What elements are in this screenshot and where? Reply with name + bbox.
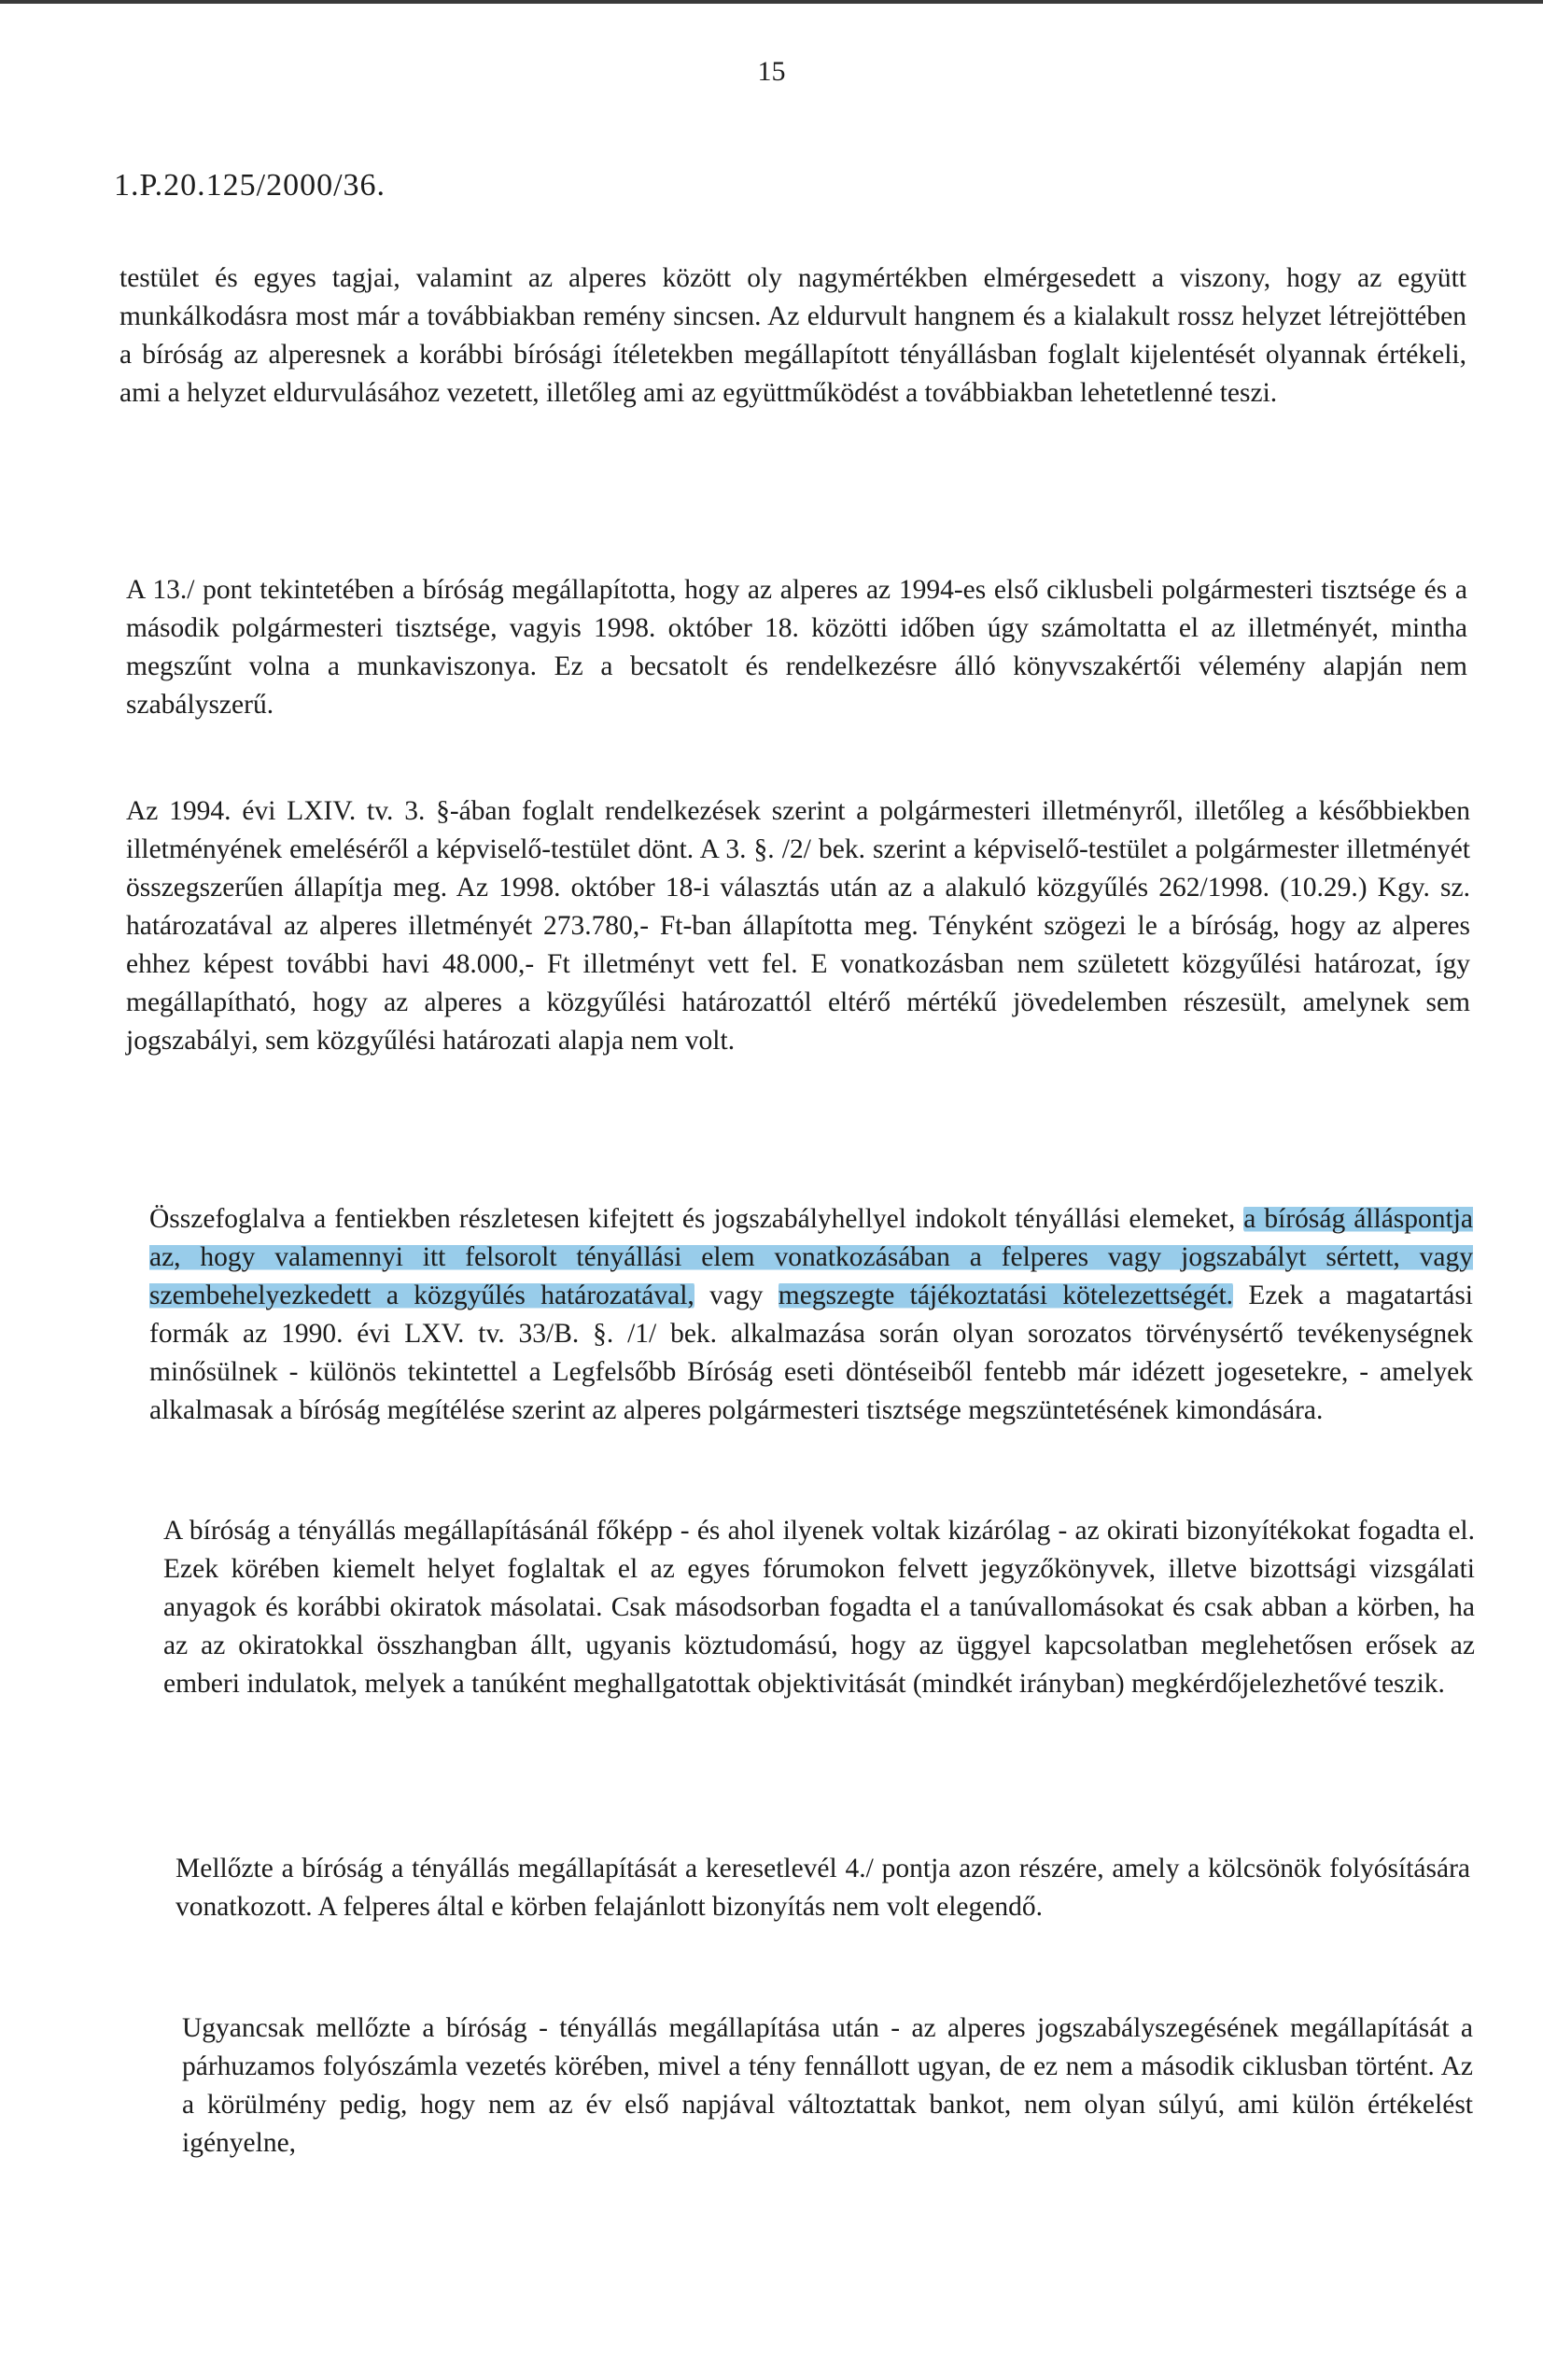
page-number: 15 xyxy=(757,56,786,87)
paragraph-7: Ugyancsak mellőzte a bíróság - tényállás megállapítása után - az alperes jogszabályszegésének megállapítását a párhuzamos folyószámla vezetés körében, mivel a tény fennállott ugyan, de ez nem a második ciklusban történt. Az a körülmény pedig, hogy nem az év első napjával változtattak bankot, nem olyan súlyú, ami külön értékelést igényelne, xyxy=(182,2013,1473,2158)
paragraph-4-text-b: vagy xyxy=(694,1281,779,1310)
paragraph-3: Az 1994. évi LXIV. tv. 3. §-ában foglalt rendelkezések szerint a polgármesteri illetményről, illetőleg a későbbiekben illetményének emeléséről a képviselő-testület dönt. A 3. §. /2/ bek. szerint a képviselő-testület a polgármester illetményét összegszerűen állapítja meg. Az 1998. október 18-i választás után az a alakuló közgyűlés 262/1998. (10.29.) Kgy. sz. határozatával az alperes illetményét 273.780,- Ft-ban állapította meg. Tényként szögezi le a bíróság, hogy az alperes ehhez képest további havi 48.000,- Ft illetményt vett fel. E vonatkozásban nem született közgyűlési határozat, így megállapítható, hogy az alperes a közgyűlési határozattól eltérő mértékű jövedelemben részesült, amelynek sem jogszabályi, sem közgyűlési határozati alapja nem volt. xyxy=(126,796,1470,1056)
highlight-mark-2: megszegte tájékoztatási kötelezettségét. xyxy=(778,1281,1234,1310)
case-number: 1.P.20.125/2000/36. xyxy=(114,168,386,203)
paragraph-5: A bíróság a tényállás megállapításánál főképp - és ahol ilyenek voltak kizárólag - az okirati bizonyítékokat fogadta el. Ezek körében kiemelt helyet foglaltak el az egyes fórumokon felvett jegyzőkönyvek, illetve bizottsági vizsgálati anyagok és korábbi okiratok másolatai. Csak másodsorban fogadta el a tanúvallomásokat és csak abban a körben, ha az az okiratokkal összhangban állt, ugyanis köztudomású, hogy az üggyel kapcsolatban meglehetősen erősek az emberi indulatok, melyek a tanúként meghallgatottak objektivitását (mindkét irányban) megkérdőjelezhetővé teszik. xyxy=(163,1516,1475,1699)
paragraph-4-text-a: Összefoglalva a fentiekben részletesen kifejtett és jogszabályhellyel indokolt tényállási elemeket, xyxy=(149,1204,1244,1234)
paragraph-6: Mellőzte a bíróság a tényállás megállapítását a keresetlevél 4./ pontja azon részére, amely a kölcsönök folyósítására vonatkozott. A felperes által e körben felajánlott bizonyítás nem volt elegendő. xyxy=(175,1854,1470,1922)
page-top-border xyxy=(0,0,1543,4)
paragraph-4-text-c: Ezek a magatartási formák az 1990. évi LXV. tv. 33/B. §. /1/ bek. alkalmazása során olyan sorozatos törvénysértő tevékenységnek minősülnek - különös tekintettel a Legfelsőbb Bíróság eseti döntéseiből xyxy=(149,1281,1473,1387)
highlight-mark-1: a bíróság álláspontja az, hogy valamennyi itt felsorolt tényállási elem vonatkozásában a felperes vagy jogszabályt sértett, vagy szembehelyezkedett a közgyűlés határozatával, xyxy=(149,1204,1474,1310)
paragraph-2: A 13./ pont tekintetében a bíróság megállapította, hogy az alperes az 1994-es első ciklusbeli polgármesteri tisztsége és a második polgármesteri tisztsége, vagyis 1998. október 18. közötti időben úgy számoltatta el az illetményét, mintha megszűnt volna a munkaviszonya. Ez a becsatolt és rendelkezésre álló könyvszakértői vélemény alapján nem szabályszerű. xyxy=(126,575,1467,720)
paragraph-4-text-d: fentebb már idézett jogesetekre, - amelyek alkalmasak a bíróság megítélése szerint az alperes polgármesteri tisztsége megszüntetésének kimondására. xyxy=(149,1357,1473,1425)
paragraph-1: testület és egyes tagjai, valamint az alperes között oly nagymértékben elmérgesedett a viszony, hogy az együtt munkálkodásra most már a továbbiakban remény sincsen. Az eldurvult hangnem és a kialakult rossz helyzet létrejöttében a bíróság az alperesnek a korábbi bírósági ítéletekben megállapított tényállásban foglalt kijelentését olyannak értékeli, ami a helyzet eldurvulásához vezetett, illetőleg ami az együttműködést a továbbiakban lehetetlenné teszi. xyxy=(119,263,1466,408)
paragraph-4-highlighted-summary xyxy=(149,1200,1473,1430)
